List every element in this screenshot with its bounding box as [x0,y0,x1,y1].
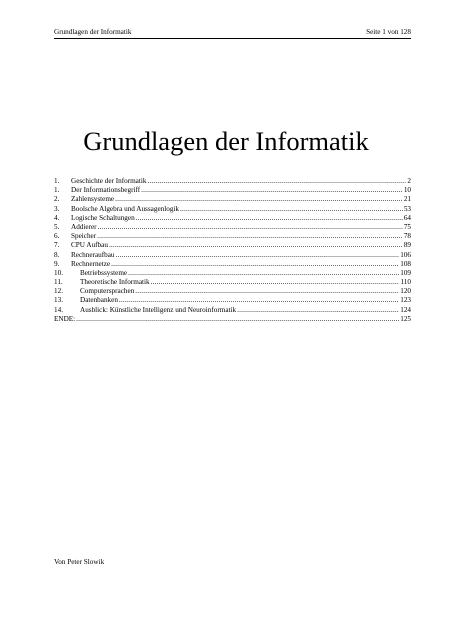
toc-entry[interactable] [54,269,411,278]
toc-entry-label: Boolsche Algebra und Aussagenlogik [71,204,179,213]
toc-entry-page: 124 [400,305,411,314]
toc-leader-dots [98,223,403,232]
toc-leader-dots [136,214,403,223]
table-of-contents [54,177,411,324]
toc-entry-number: 3. [54,204,60,213]
toc-leader-dots [115,195,403,204]
toc-entry-number: 6. [54,232,60,241]
toc-entry-number: 10. [54,268,63,277]
toc-entry[interactable] [54,195,411,204]
toc-entry-number: 12. [54,287,63,296]
toc-entry-label: CPU Aufbau [71,241,108,250]
author-line: Von Peter Slowik [54,558,105,566]
toc-leader-dots [147,177,406,186]
toc-leader-dots [111,260,399,269]
toc-entry-label: Rechnernetze [71,259,111,268]
toc-entry-page: 53 [403,204,411,213]
toc-entry-label: Theoretische Informatik [80,278,150,287]
toc-leader-dots [237,306,399,315]
toc-entry[interactable] [54,186,411,195]
toc-leader-dots [180,205,403,214]
toc-entry[interactable] [54,177,411,186]
toc-leader-dots [76,315,399,324]
toc-entry-label: Ausblick: Künstliche Intelligenz und Neuroinformatik [80,305,237,314]
toc-entry-number: 13. [54,296,63,305]
toc-entry-page: 10 [403,186,411,195]
toc-leader-dots [116,251,400,260]
toc-entry-number: 8. [54,250,60,259]
header-doc-title: Grundlagen der Informatik [54,28,132,36]
document-title: Grundlagen der Informatik [83,125,369,156]
toc-entry-label: Datenbanken [80,296,118,305]
toc-entry[interactable] [54,205,411,214]
toc-entry[interactable] [54,296,411,305]
toc-entry-number: 1. [54,177,60,185]
toc-entry[interactable] [54,278,411,287]
toc-entry-label: Computersprachen [80,287,135,296]
toc-entry[interactable] [54,214,411,223]
toc-entry[interactable] [54,223,411,232]
toc-entry-label: Der Informationsbegriff [71,186,141,195]
toc-entry-page: 2 [407,177,411,185]
toc-leader-dots [128,269,399,278]
toc-entry[interactable] [54,232,411,241]
toc-entry-number: 14. [54,305,63,314]
toc-entry-number: ENDE: [54,314,76,323]
toc-entry-label: Addierer [71,222,97,231]
toc-leader-dots [135,287,399,296]
toc-entry[interactable] [54,251,411,260]
toc-entry-page: 106 [400,250,411,259]
toc-entry-number: 5. [54,222,60,231]
toc-entry-page: 64 [403,213,411,222]
toc-entry-page: 109 [400,268,411,277]
toc-entry-label: Speicher [71,232,97,241]
toc-entry-label: Zahlensysteme [71,195,115,204]
header-page-number: Seite 1 von 128 [366,28,411,36]
toc-entry[interactable] [54,306,411,315]
toc-entry-page: 21 [403,195,411,204]
toc-entry-label: Betriebssysteme [80,268,128,277]
toc-entry-page: 108 [400,259,411,268]
toc-leader-dots [119,296,399,305]
toc-entry-page: 120 [400,287,411,296]
toc-entry-page: 89 [403,241,411,250]
toc-entry[interactable] [54,260,411,269]
toc-entry-label: Rechneraufbau [71,250,115,259]
toc-leader-dots [109,241,403,250]
toc-entry-number: 4. [54,213,60,222]
toc-leader-dots [141,186,403,195]
toc-entry-number: 1. [54,186,60,195]
toc-entry[interactable] [54,287,411,296]
toc-entry-page: 75 [403,222,411,231]
toc-entry-page: 125 [400,314,411,323]
toc-entry[interactable] [54,315,411,324]
toc-entry-label: Geschichte der Informatik [71,177,147,185]
toc-entry-number: 2. [54,195,60,204]
toc-leader-dots [97,232,403,241]
toc-entry-page: 123 [400,296,411,305]
toc-entry-label: Logische Schaltungen [71,213,135,222]
toc-entry-number: 11. [54,278,63,287]
toc-leader-dots [151,278,400,287]
toc-entry-page: 78 [403,232,411,241]
toc-entry-number: 7. [54,241,60,250]
toc-entry[interactable] [54,241,411,250]
page-header [54,26,411,39]
toc-entry-page: 110 [400,278,411,287]
toc-entry-number: 9. [54,259,60,268]
